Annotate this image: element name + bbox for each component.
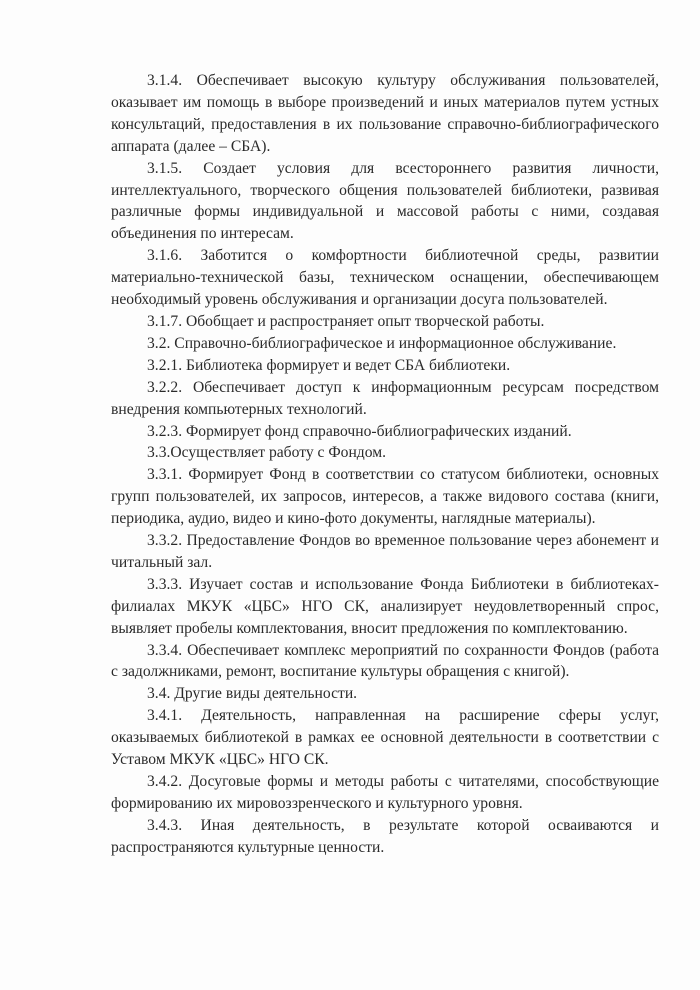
paragraph-3-1-5: 3.1.5. Создает условия для всестороннего развития личности, интеллектуального, творческого общения пользователей библиотеки, развивая различные формы индивидуальной и массовой работы с ними, создавая объединения по интересам. bbox=[111, 159, 659, 243]
paragraph-3-3-1: 3.3.1. Формирует Фонд в соответствии со статусом библиотеки, основных групп пользователей, их запросов, интересов, а также видового состава (книги, периодика, аудио, видео и кино-фото документы, наглядные материалы). bbox=[111, 466, 659, 528]
paragraph-3-3: 3.3.Осуществляет работу с Фондом. bbox=[147, 444, 386, 462]
document-body bbox=[111, 70, 659, 859]
paragraph-3-3-4: 3.3.4. Обеспечивает комплекс мероприятий по сохранности Фондов (работа с задолжниками, ремонт, воспитание культуры обращения с книгой). bbox=[111, 641, 659, 681]
paragraph-3-2-2: 3.2.2. Обеспечивает доступ к информационным ресурсам посредством внедрения компьютерных технологий. bbox=[111, 378, 659, 418]
paragraph-3-4-2: 3.4.2. Досуговые формы и методы работы с читателями, способствующие формированию их мировоззренческого и культурного уровня. bbox=[111, 773, 659, 812]
paragraph-3-1-6: 3.1.6. Заботится о комфортности библиотечной среды, развитии материально-технической базы, техническом оснащении, обеспечивающем необходимый уровень обслуживания и организации досуга пользователей. bbox=[111, 247, 659, 309]
paragraph-3-4: 3.4. Другие виды деятельности. bbox=[147, 685, 358, 703]
paragraph-3-4-3: 3.4.3. Иная деятельность, в результате которой осваиваются и распространяются культурные ценности. bbox=[111, 816, 659, 856]
paragraph-3-3-2: 3.3.2. Предоставление Фондов во временное пользование через абонемент и читальный зал. bbox=[111, 532, 659, 571]
paragraph-3-1-4: 3.1.4. Обеспечивает высокую культуру обслуживания пользователей, оказывает им помощь в выборе произведений и иных материалов путем устных консультаций, предоставления в их пользование справочно-библиографического аппарата (далее – СБА). bbox=[111, 72, 659, 155]
paragraph-3-4-1: 3.4.1. Деятельность, направленная на расширение сферы услуг, оказываемых библиотекой в рамках ее основной деятельности в соответствии с Уставом МКУК «ЦБС» НГО СК. bbox=[111, 707, 659, 769]
paragraph-3-2-1: 3.2.1. Библиотека формирует и ведет СБА библиотеки. bbox=[147, 356, 511, 374]
paragraph-3-3-3: 3.3.3. Изучает состав и использование Фонда Библиотеки в библиотеках-филиалах МКУК «ЦБС» НГО СК, анализирует неудовлетворенный спрос, выявляет пробелы комплектования, вносит предложения по комплектованию. bbox=[111, 575, 659, 637]
paragraph-3-1-7: 3.1.7. Обобщает и распространяет опыт творческой работы. bbox=[147, 312, 545, 330]
paragraph-3-2-3: 3.2.3. Формирует фонд справочно-библиографических изданий. bbox=[147, 422, 572, 440]
paragraph-3-2: 3.2. Справочно-библиографическое и информационное обслуживание. bbox=[147, 334, 617, 352]
